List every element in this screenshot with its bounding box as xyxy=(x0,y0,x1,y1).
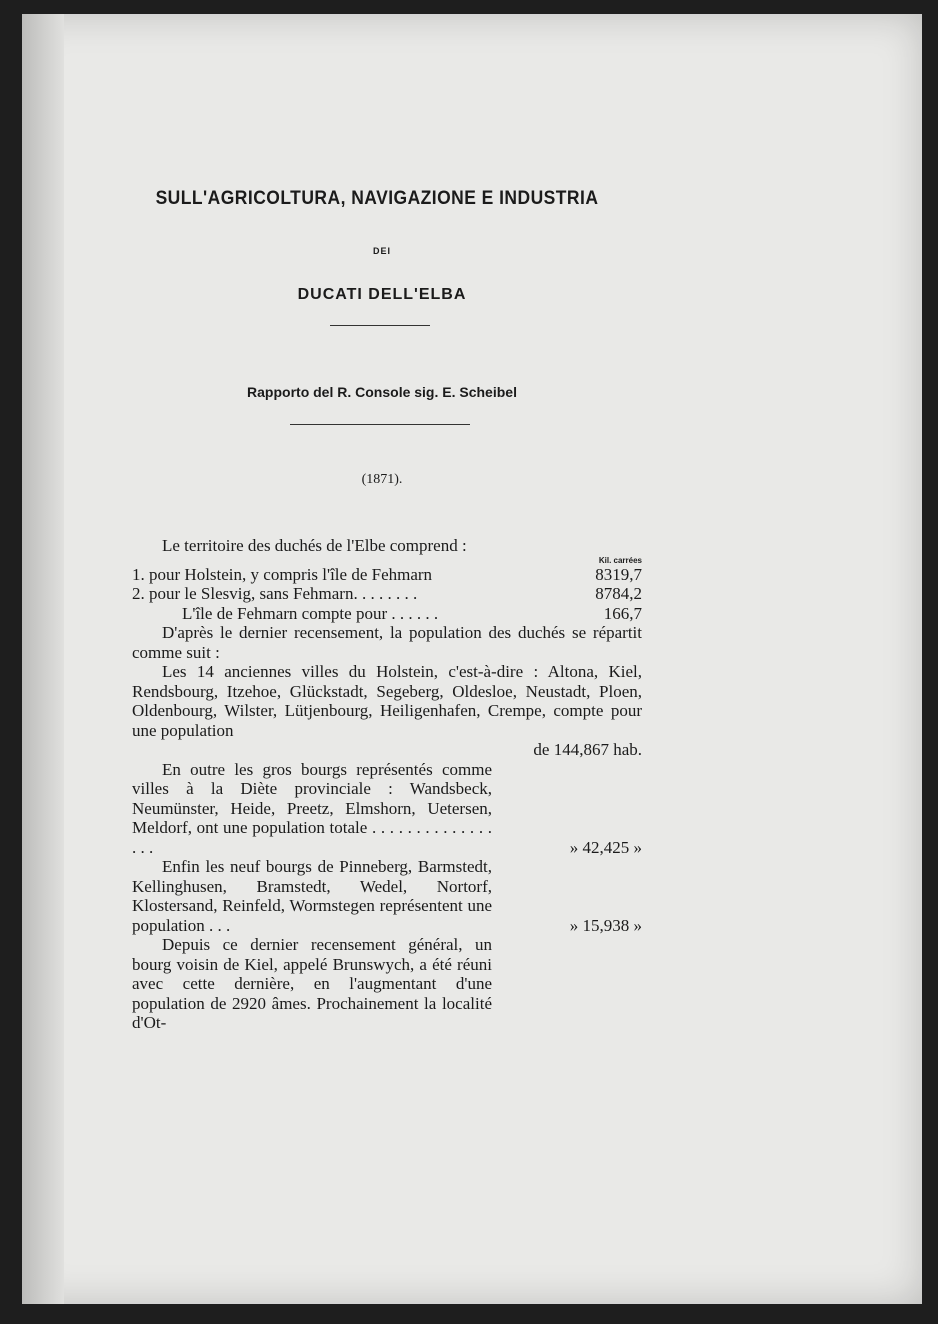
unit-label: Kil. carrées xyxy=(598,555,642,565)
report-author: Rapporto del R. Console sig. E. Scheibel xyxy=(247,384,517,400)
area-row-label: L'île de Fehmarn compte pour . . . . . . xyxy=(182,603,439,623)
area-row-value: 8784,2 xyxy=(595,584,642,603)
area-row-value: 8319,7 xyxy=(595,564,642,584)
paragraph: D'après le dernier recensement, la population des duchés se répartit comme suit : xyxy=(132,623,642,662)
paragraph: Depuis ce dernier recensement général, un bourg voisin de Kiel, appelé Brunswych, a été réuni avec cette dernière, en l'augmentant d'une population de 2920 âmes. Prochainement la localité d'Ot- xyxy=(132,935,492,1032)
area-row-label: 2. pour le Slesvig, sans Fehmarn. . . . . . . . xyxy=(132,584,418,603)
document-title: SULL'AGRICOLTURA, NAVIGAZIONE E INDUSTRIA xyxy=(155,188,599,209)
paragraph-end: de 144,867 hab. xyxy=(533,740,642,759)
area-row-label: 1. pour Holstein, y compris l'île de Fehmarn xyxy=(132,564,433,584)
paragraph: Les 14 anciennes villes du Holstein, c'est-à-dire : Altona, Kiel, Rendsbourg, Itzehoe, Glückstadt, Segeberg, Oldesloe, Neustadt, Ploen, Oldenbourg, Wilster, Lütjenbourg, Heiligenhafen, Crempe, compte pour une population xyxy=(132,662,642,740)
paragraph: En outre les gros bourgs représentés comme villes à la Diète provinciale : Wandsbeck, Neumünster, Heide, Preetz, Elmshorn, Uetersen, Meldorf, ont une population totale . . . . . . . . . . . . . . . . . xyxy=(132,759,492,857)
author-rule xyxy=(290,424,470,425)
intro-paragraph: Le territoire des duchés de l'Elbe comprend : xyxy=(162,536,467,555)
body-text xyxy=(132,536,642,1033)
population-value: » 15,938 » xyxy=(569,915,642,935)
area-row xyxy=(132,604,642,624)
title-rule xyxy=(330,325,430,326)
page-gutter xyxy=(22,14,64,1304)
report-year: (1871). xyxy=(361,472,403,487)
area-row xyxy=(132,565,642,585)
area-row xyxy=(132,584,642,604)
population-block xyxy=(132,760,642,858)
population-block xyxy=(132,857,642,935)
title-connector: DEI xyxy=(372,246,391,256)
document-subtitle: DUCATI DELL'ELBA xyxy=(297,286,467,303)
population-value: » 42,425 » xyxy=(569,837,642,857)
paragraph: Enfin les neuf bourgs de Pinneberg, Barmstedt, Kellinghusen, Bramstedt, Wedel, Nortorf, Klostersand, Reinfeld, Wormstegen représentent une population . . . xyxy=(132,857,492,935)
area-row-value: 166,7 xyxy=(603,603,642,623)
